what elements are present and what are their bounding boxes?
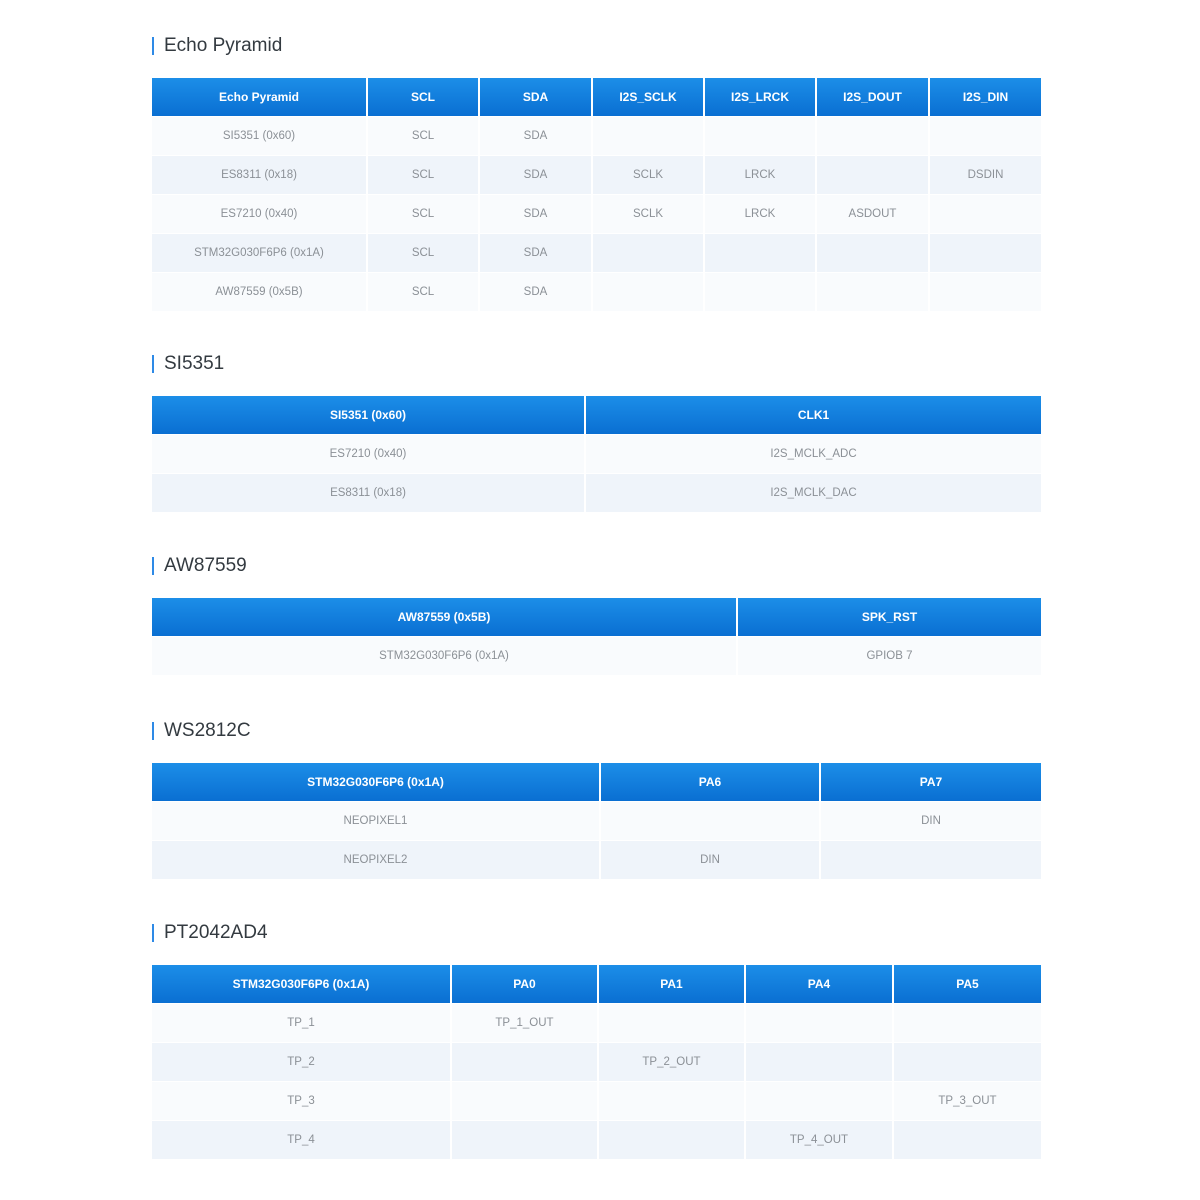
table-row bbox=[152, 156, 1041, 195]
table-cell bbox=[745, 1082, 893, 1121]
table-cell: DIN bbox=[820, 802, 1041, 841]
table-cell bbox=[598, 1004, 745, 1043]
table-cell: LRCK bbox=[704, 156, 816, 195]
table-row bbox=[152, 841, 1041, 880]
table-cell bbox=[451, 1121, 598, 1160]
column-header: I2S_SCLK bbox=[592, 78, 704, 117]
column-header: STM32G030F6P6 (0x1A) bbox=[152, 763, 600, 802]
table-cell bbox=[816, 117, 929, 156]
table-cell: DSDIN bbox=[929, 156, 1041, 195]
column-header: I2S_DIN bbox=[929, 78, 1041, 117]
table-cell: TP_2 bbox=[152, 1043, 451, 1082]
table-cell: SI5351 (0x60) bbox=[152, 117, 367, 156]
table-row bbox=[152, 273, 1041, 312]
section-title: Echo Pyramid bbox=[152, 36, 282, 56]
table-cell bbox=[598, 1121, 745, 1160]
column-header: PA1 bbox=[598, 965, 745, 1004]
table-cell bbox=[929, 273, 1041, 312]
table-cell: STM32G030F6P6 (0x1A) bbox=[152, 234, 367, 273]
table-cell: TP_1_OUT bbox=[451, 1004, 598, 1043]
column-header: AW87559 (0x5B) bbox=[152, 598, 737, 637]
table-cell: LRCK bbox=[704, 195, 816, 234]
table-cell: STM32G030F6P6 (0x1A) bbox=[152, 637, 737, 676]
table-cell: TP_4 bbox=[152, 1121, 451, 1160]
table-cell: I2S_MCLK_DAC bbox=[585, 474, 1041, 513]
table-cell: TP_3 bbox=[152, 1082, 451, 1121]
table-header-row bbox=[152, 396, 1041, 435]
table-cell: I2S_MCLK_ADC bbox=[585, 435, 1041, 474]
table-cell: SCL bbox=[367, 195, 479, 234]
table-cell bbox=[451, 1043, 598, 1082]
table-cell bbox=[745, 1043, 893, 1082]
column-header: I2S_LRCK bbox=[704, 78, 816, 117]
table-cell bbox=[929, 195, 1041, 234]
table-cell bbox=[893, 1004, 1041, 1043]
table-cell bbox=[816, 234, 929, 273]
table-cell bbox=[893, 1043, 1041, 1082]
table-row bbox=[152, 637, 1041, 676]
table-cell: DIN bbox=[600, 841, 820, 880]
section-title: AW87559 bbox=[152, 556, 247, 576]
table-cell: TP_3_OUT bbox=[893, 1082, 1041, 1121]
table-cell bbox=[451, 1082, 598, 1121]
table-cell bbox=[929, 117, 1041, 156]
column-header: SCL bbox=[367, 78, 479, 117]
column-header: I2S_DOUT bbox=[816, 78, 929, 117]
table-cell: NEOPIXEL2 bbox=[152, 841, 600, 880]
pin-table bbox=[152, 78, 1041, 311]
table-cell: SDA bbox=[479, 234, 592, 273]
section-title: SI5351 bbox=[152, 354, 224, 374]
table-cell bbox=[929, 234, 1041, 273]
column-header: SPK_RST bbox=[737, 598, 1041, 637]
section-title: WS2812C bbox=[152, 721, 251, 741]
table-cell: SCL bbox=[367, 273, 479, 312]
table-row bbox=[152, 474, 1041, 513]
table-row bbox=[152, 1004, 1041, 1043]
table-row bbox=[152, 802, 1041, 841]
table-row bbox=[152, 1121, 1041, 1160]
table-cell: AW87559 (0x5B) bbox=[152, 273, 367, 312]
table-cell: TP_2_OUT bbox=[598, 1043, 745, 1082]
table-cell: SDA bbox=[479, 195, 592, 234]
table-cell bbox=[592, 234, 704, 273]
table-cell: ES8311 (0x18) bbox=[152, 156, 367, 195]
table-header-row bbox=[152, 965, 1041, 1004]
table-cell bbox=[600, 802, 820, 841]
table-cell: SCL bbox=[367, 234, 479, 273]
column-header: PA5 bbox=[893, 965, 1041, 1004]
table-row bbox=[152, 195, 1041, 234]
table-cell: SCLK bbox=[592, 195, 704, 234]
pin-table bbox=[152, 598, 1041, 675]
table-cell: SDA bbox=[479, 156, 592, 195]
table-cell: GPIOB 7 bbox=[737, 637, 1041, 676]
column-header: PA0 bbox=[451, 965, 598, 1004]
table-row bbox=[152, 435, 1041, 474]
column-header: SDA bbox=[479, 78, 592, 117]
table-cell: ASDOUT bbox=[816, 195, 929, 234]
table-cell bbox=[704, 273, 816, 312]
table-row bbox=[152, 1043, 1041, 1082]
table-cell: ES7210 (0x40) bbox=[152, 435, 585, 474]
table-cell: SCL bbox=[367, 117, 479, 156]
table-cell bbox=[816, 156, 929, 195]
table-row bbox=[152, 1082, 1041, 1121]
table-cell bbox=[598, 1082, 745, 1121]
column-header: PA6 bbox=[600, 763, 820, 802]
table-header-row bbox=[152, 78, 1041, 117]
table-row bbox=[152, 234, 1041, 273]
table-cell: SDA bbox=[479, 273, 592, 312]
table-cell bbox=[704, 117, 816, 156]
table-cell bbox=[745, 1004, 893, 1043]
column-header: Echo Pyramid bbox=[152, 78, 367, 117]
table-row bbox=[152, 117, 1041, 156]
table-cell: ES8311 (0x18) bbox=[152, 474, 585, 513]
pin-table bbox=[152, 763, 1041, 879]
table-header-row bbox=[152, 763, 1041, 802]
section-title: PT2042AD4 bbox=[152, 923, 268, 943]
table-cell: TP_1 bbox=[152, 1004, 451, 1043]
table-cell: SCLK bbox=[592, 156, 704, 195]
table-cell: TP_4_OUT bbox=[745, 1121, 893, 1160]
table-cell bbox=[592, 273, 704, 312]
table-cell: SDA bbox=[479, 117, 592, 156]
table-cell bbox=[816, 273, 929, 312]
table-cell bbox=[893, 1121, 1041, 1160]
column-header: PA4 bbox=[745, 965, 893, 1004]
table-cell bbox=[704, 234, 816, 273]
table-header-row bbox=[152, 598, 1041, 637]
table-cell: NEOPIXEL1 bbox=[152, 802, 600, 841]
pin-table bbox=[152, 965, 1041, 1159]
column-header: SI5351 (0x60) bbox=[152, 396, 585, 435]
table-cell: ES7210 (0x40) bbox=[152, 195, 367, 234]
column-header: CLK1 bbox=[585, 396, 1041, 435]
pin-table bbox=[152, 396, 1041, 512]
table-cell bbox=[592, 117, 704, 156]
table-cell bbox=[820, 841, 1041, 880]
table-cell: SCL bbox=[367, 156, 479, 195]
column-header: STM32G030F6P6 (0x1A) bbox=[152, 965, 451, 1004]
column-header: PA7 bbox=[820, 763, 1041, 802]
